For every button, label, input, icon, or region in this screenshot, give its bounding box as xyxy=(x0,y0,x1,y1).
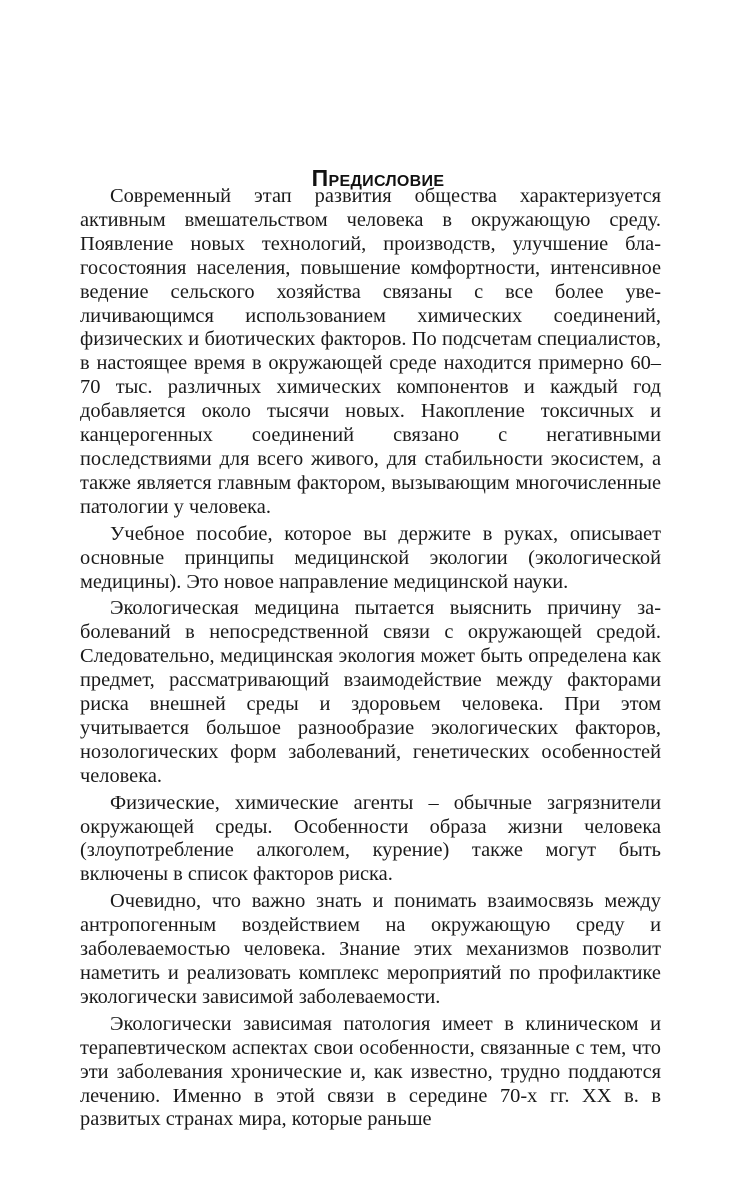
paragraph: Учебное пособие, которое вы держите в руках, описывает основные принципы медицинской экологии (экологической медицины). Это новое направление медицинской науки. xyxy=(80,522,661,593)
body-text xyxy=(80,185,661,1135)
paragraph: Современный этап развития общества характеризуется активным вмешательством человека в окружающую среду. Появление новых технологий, производств, улучшение благосостояния населения, повышение комфортности, интенсивное ведение сельского хозяйства связаны с все более увеличивающимся использованием химических соединений, физических и биотических факторов. По подсчетам специалистов, в настоящее время в окружающей среде находится примерно 60–70 тыс. различных химических компонентов и каждый год добавляется около тысячи новых. Накопление токсичных и канцерогенных соединений связано с негативными последствиями для всего живого, для стабильности экосистем, а также является главным фактором, вызывающим многочисленные патологии у человека. xyxy=(80,185,661,518)
paragraph: Очевидно, что важно знать и понимать взаимосвязь между антропогенным воздействием на окружающую среду и заболеваемостью человека. Знание этих механизмов позволит наметить и реализовать комплекс мероприятий по профилактике экологически зависимой заболеваемости. xyxy=(80,890,661,1008)
paragraph: Физические, химические агенты – обычные загрязнители окружающей среды. Особенности образа жизни человека (злоупотребление алкоголем, курение) также могут быть включены в список факторов риска. xyxy=(80,791,661,886)
paragraph: Экологически зависимая патология имеет в клиническом и терапевтическом аспектах свои особенности, связанные с тем, что эти заболевания хронические и, как известно, трудно поддаются лечению. Именно в этой связи в середине 70-х гг. XX в. в развитых странах мира, которые раньше xyxy=(80,1012,661,1131)
chapter-title: Предисловие xyxy=(311,165,445,192)
paragraph: Экологическая медицина пытается выяснить причину заболеваний в непосредственной связи с окружающей средой. Следовательно, медицинская экология может быть определена как предмет, рассматривающий взаимодействие между факторами риска внешней среды и здоровьем человека. При этом учитывается большое разнообразие экологических факторов, нозологических форм заболеваний, генетических особенностей человека. xyxy=(80,597,661,787)
